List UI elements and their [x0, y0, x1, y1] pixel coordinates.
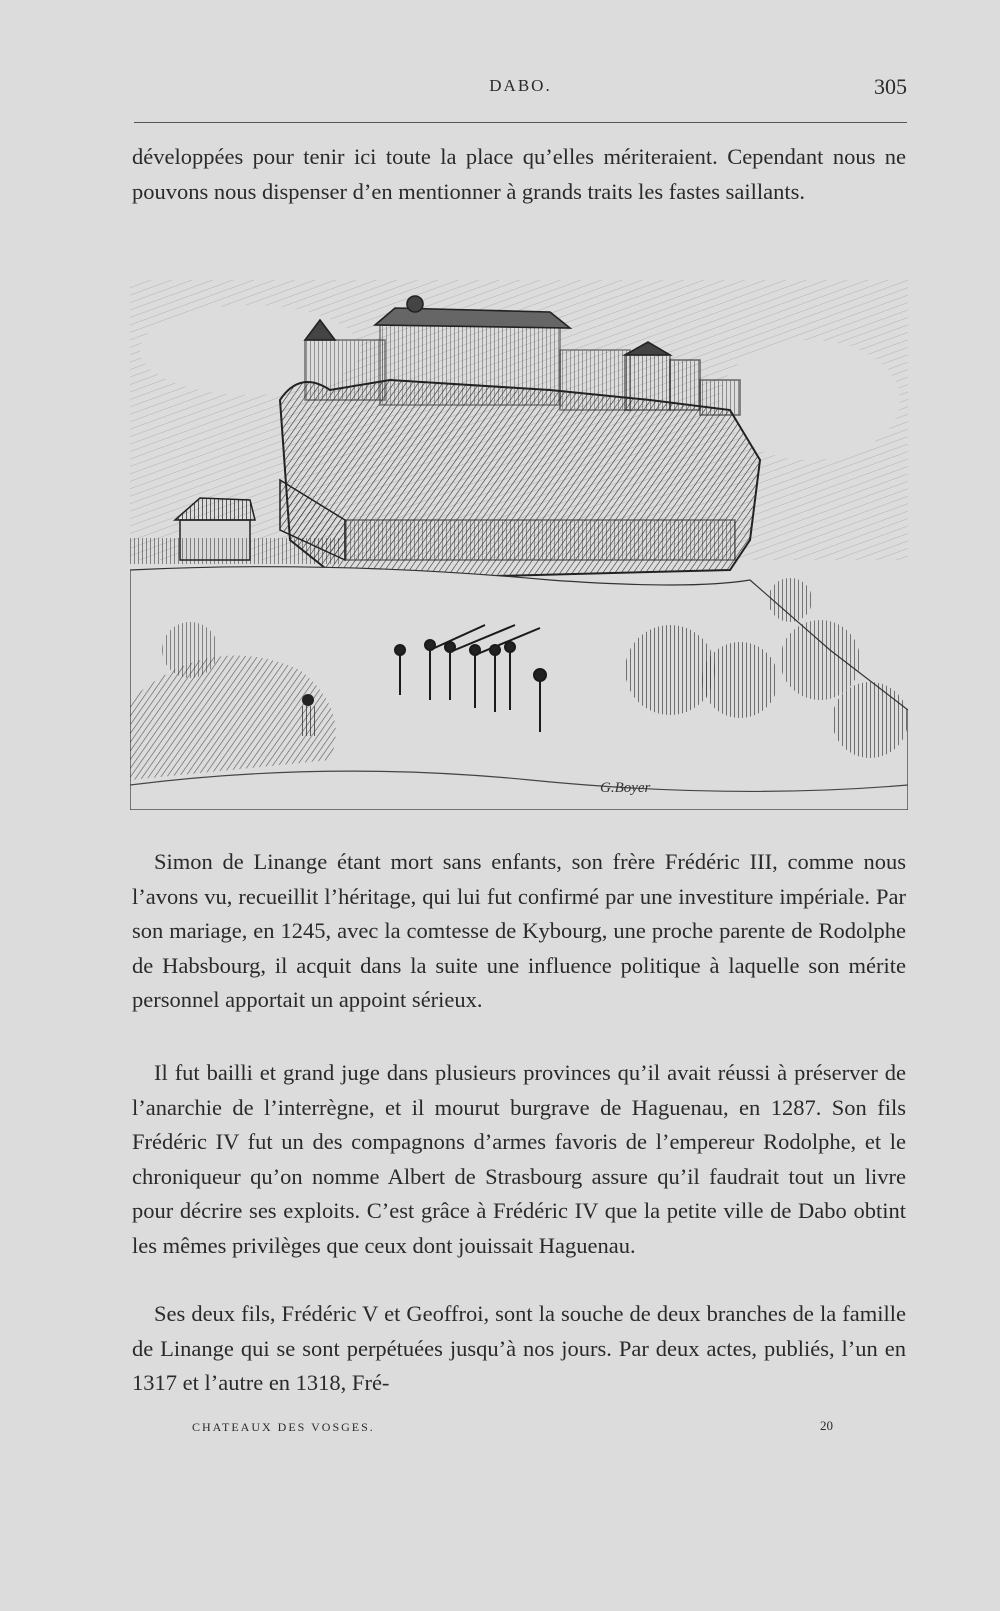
running-title: DABO. — [489, 76, 552, 95]
page-number: 305 — [874, 74, 907, 99]
paragraph-1: Simon de Linange étant mort sans enfants, son frère Frédéric III, comme nous l’avons vu, recueillit l’héritage, qui lui fut confirmé par une investiture impériale. Par son mariage, en 1245, avec la comtesse de Kybourg, une proche parente de Rodolphe de Habsbourg, il acquit dans la suite une influence politique à laquelle son mérite personnel apportait un appoint sérieux. — [132, 849, 906, 1012]
palisade — [130, 538, 340, 564]
intro-paragraph: développées pour tenir ici toute la place qu’elles mériteraient. Cependant nous ne pouvons nous dispenser d’en mentionner à grands traits les fastes saillants. — [132, 144, 906, 204]
signature-mark: CHATEAUX DES VOSGES. — [192, 1420, 375, 1434]
curtain-wall — [345, 520, 735, 560]
paragraph-2: Il fut bailli et grand juge dans plusieurs provinces qu’il avait réussi à préserver de l’anarchie de l’interrègne, et il mourut burgrave de Haguenau, en 1287. Son fils Frédéric IV fut un des compagnons d’armes favoris de l’empereur Rodolphe, et le chroniqueur qu’on nomme Albert de Strasbourg assure qu’il faudrait tout un livre pour décrire ses exploits. C’est grâce à Frédéric IV que la petite ville de Dabo obtint les mêmes privilèges que ceux dont jouissait Haguenau. — [132, 1060, 906, 1258]
header-rule — [134, 122, 907, 123]
paragraph-3: Ses deux fils, Frédéric V et Geoffroi, sont la souche de deux branches de la famille de Linange qui se sont perpétuées jusqu’à nos jours. Par deux actes, publiés, l’un en 1317 et l’autre en 1318, Fré- — [132, 1301, 906, 1395]
artist-signature: G.Boyer — [600, 780, 651, 796]
castle-engraving — [130, 280, 908, 810]
running-head — [134, 74, 907, 104]
sheet-number: 20 — [820, 1418, 833, 1433]
